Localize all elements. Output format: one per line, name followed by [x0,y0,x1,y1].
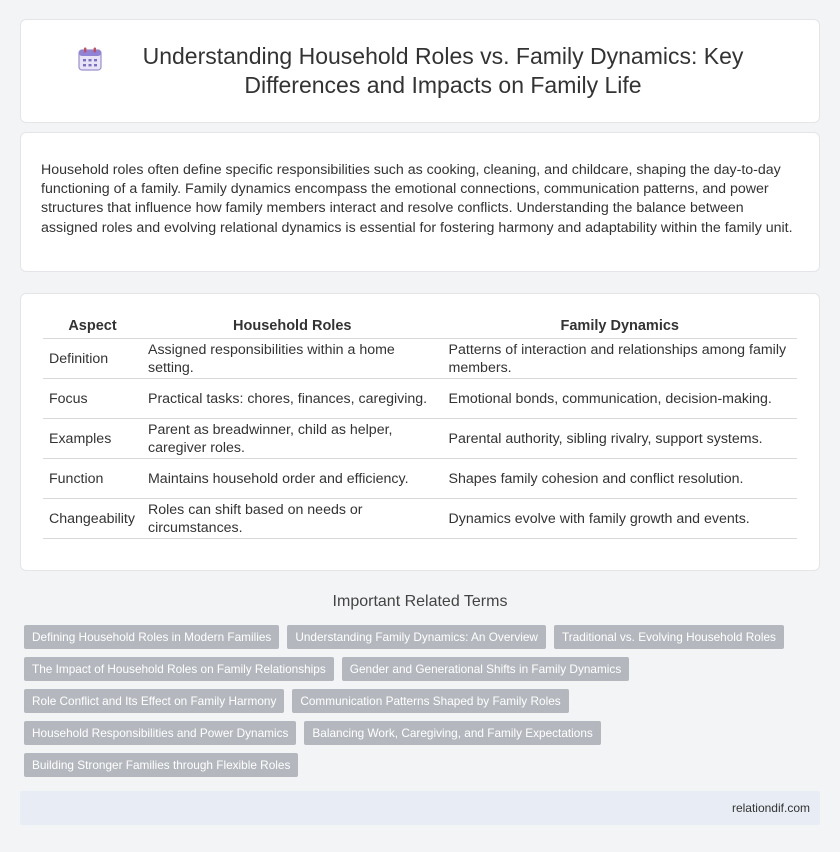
related-term-tag[interactable]: Role Conflict and Its Effect on Family Harmony [24,689,284,713]
table-cell: Maintains household order and efficiency. [142,459,443,499]
table-cell: Patterns of interaction and relationships among family members. [443,339,797,379]
header-card [20,19,820,123]
related-term-tag[interactable]: Gender and Generational Shifts in Family Dynamics [342,657,629,681]
calendar-icon [77,46,103,72]
intro-text: Household roles often define specific responsibilities such as cooking, cleaning, and childcare, shaping the day-to-day functioning of a family. Family dynamics encompass the emotional connections, communication patterns, and power structures that influence how family members interact and resolve conflicts. Understanding the balance between assigned roles and evolving relational dynamics is essential for fostering harmony and adaptability within the family unit. [41,162,793,236]
related-term-tag[interactable]: Defining Household Roles in Modern Families [24,625,279,649]
related-term-tag[interactable]: Understanding Family Dynamics: An Overview [287,625,546,649]
related-terms-title: Important Related Terms [332,593,508,610]
table-cell: Focus [43,379,142,419]
comparison-table [43,314,797,539]
table-cell: Assigned responsibilities within a home setting. [142,339,443,379]
header-family-dynamics: Family Dynamics [443,314,797,339]
table-cell: Shapes family cohesion and conflict resolution. [443,459,797,499]
table-cell: Examples [43,419,142,459]
table-row [43,499,797,539]
header-household-roles: Household Roles [142,314,443,339]
table-header-row [43,314,797,339]
table-cell: Practical tasks: chores, finances, caregiving. [142,379,443,419]
table-row [43,379,797,419]
table-row [43,339,797,379]
table-cell: Definition [43,339,142,379]
table-cell: Changeability [43,499,142,539]
related-term-tag[interactable]: Traditional vs. Evolving Household Roles [554,625,784,649]
table-cell: Parental authority, sibling rivalry, support systems. [443,419,797,459]
related-term-tag[interactable]: Balancing Work, Caregiving, and Family Expectations [304,721,600,745]
related-term-tag[interactable]: Building Stronger Families through Flexible Roles [24,753,298,777]
footer-site-link[interactable]: relationdif.com [731,801,810,815]
table-row [43,419,797,459]
page-title: Understanding Household Roles vs. Family Dynamics: Key Differences and Impacts on Family Life [142,43,744,98]
table-cell: Function [43,459,142,499]
intro-card [20,132,820,272]
table-row [43,459,797,499]
table-cell: Dynamics evolve with family growth and events. [443,499,797,539]
related-term-tag[interactable]: The Impact of Household Roles on Family Relationships [24,657,334,681]
related-term-tag[interactable]: Communication Patterns Shaped by Family Roles [292,689,568,713]
table-cell: Parent as breadwinner, child as helper, caregiver roles. [142,419,443,459]
footer [20,791,820,825]
table-cell: Roles can shift based on needs or circumstances. [142,499,443,539]
table-cell: Emotional bonds, communication, decision-making. [443,379,797,419]
related-terms-list [20,625,820,777]
comparison-table-card [20,293,820,571]
related-term-tag[interactable]: Household Responsibilities and Power Dynamics [24,721,296,745]
header-aspect: Aspect [43,314,142,339]
